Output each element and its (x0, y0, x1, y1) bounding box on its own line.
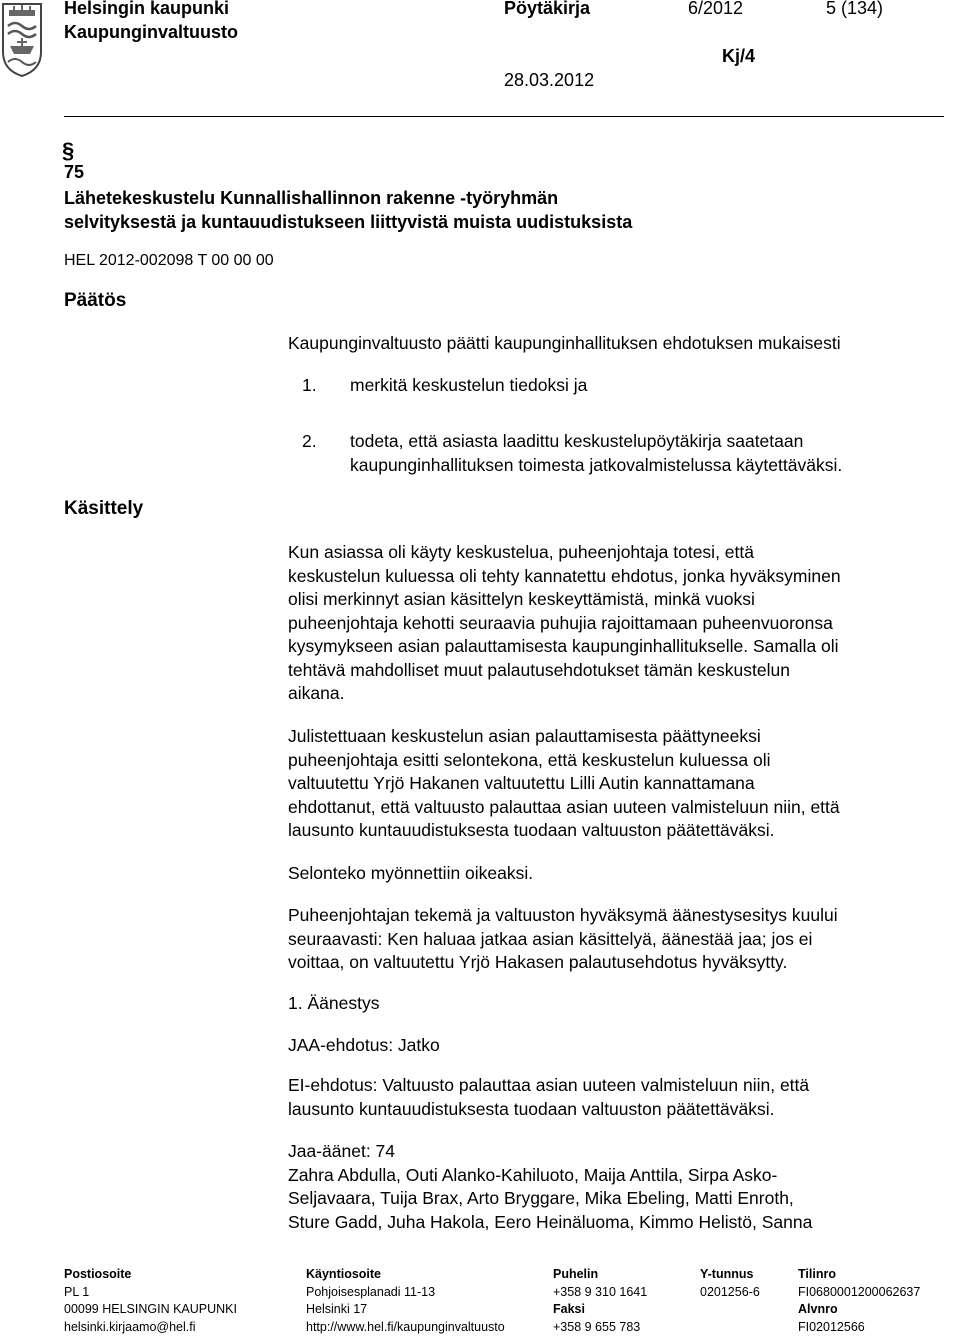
footer-visiting-line: Pohjoisesplanadi 11-13 (306, 1284, 505, 1302)
header-doc-type: Pöytäkirja (504, 0, 590, 19)
vote-heading (288, 992, 948, 1016)
text-line: Julistettuaan keskustelun asian palauttamisesta päättyneeksi (288, 725, 948, 749)
footer-phone-label: Puhelin (553, 1266, 647, 1284)
handling-paragraph-2 (288, 725, 948, 843)
footer-account-label: Tilinro (798, 1266, 920, 1284)
footer-phone (553, 1266, 647, 1336)
decision-item-1-num: 1. (302, 374, 317, 398)
yes-proposal (288, 1034, 948, 1058)
text-line: valtuutettu Yrjö Hakanen valtuutettu Lilli Autin kannattamana (288, 772, 948, 796)
text-line: voittaa, on valtuutettu Yrjö Hakasen palautusehdotus hyväksytty. (288, 951, 948, 975)
handling-paragraph-3 (288, 862, 948, 886)
handling-label: Käsittely (64, 498, 143, 520)
text-line: Seljavaara, Tuija Brax, Arto Bryggare, Mika Ebeling, Matti Enroth, (288, 1187, 948, 1211)
text-line: keskustelun kuluessa oli tehty kannatettu ehdotus, jonka hyväksyminen (288, 565, 948, 589)
footer-business-id (700, 1266, 760, 1301)
text-line: Puheenjohtajan tekemä ja valtuuston hyväksymä äänestysesitys kuului (288, 904, 948, 928)
footer-postal (64, 1266, 237, 1336)
text-line: lausunto kuntauudistuksesta tuodaan valtuuston päätettäväksi. (288, 819, 948, 843)
text-line: Selonteko myönnettiin oikeaksi. (288, 862, 948, 886)
footer-visiting-line: Helsinki 17 (306, 1301, 505, 1319)
text-line: seuraavasti: Ken haluaa jatkaa asian käsittelyä, äänestää jaa; jos ei (288, 928, 948, 952)
footer-website-link[interactable]: http://www.hel.fi/kaupunginvaltuusto (306, 1319, 505, 1336)
decision-item-1-text: merkitä keskustelun tiedoksi ja (350, 374, 587, 398)
section-mark: § (62, 138, 74, 164)
yes-votes (288, 1140, 948, 1234)
text-line: JAA-ehdotus: Jatko (288, 1034, 948, 1058)
header-rule (64, 116, 944, 117)
footer-postal-line: 00099 HELSINGIN KAUPUNKI (64, 1301, 237, 1319)
footer-account-value: FI0680001200062637 (798, 1284, 920, 1302)
decision-item-2-line1: todeta, että asiasta laadittu keskustelupöytäkirja saatetaan (350, 430, 803, 454)
item-ref: HEL 2012-002098 T 00 00 00 (64, 252, 274, 270)
footer-business-id-label: Y-tunnus (700, 1266, 760, 1284)
footer-vat-label: Alvnro (798, 1301, 920, 1319)
text-line: Jaa-äänet: 74 (288, 1140, 948, 1164)
footer-business-id-value: 0201256-6 (700, 1284, 760, 1302)
helsinki-crest-logo (0, 0, 44, 78)
text-line: Zahra Abdulla, Outi Alanko-Kahiluoto, Maija Anttila, Sirpa Asko- (288, 1164, 948, 1188)
header-number: 6/2012 (688, 0, 743, 19)
text-line: EI-ehdotus: Valtuusto palauttaa asian uuteen valmisteluun niin, että (288, 1074, 948, 1098)
item-title-line1: Lähetekeskustelu Kunnallishallinnon rakenne -työryhmän (64, 188, 558, 209)
header-code: Kj/4 (722, 46, 755, 67)
text-line: puheenjohtaja esitti selontekona, että keskustelun kuluessa oli (288, 749, 948, 773)
text-line: olisi merkinnyt asian käsittelyn keskeyttämistä, minkä vuoksi (288, 588, 948, 612)
decision-item-2-line2: kaupunginhallituksen toimesta jatkovalmistelussa käytettäväksi. (350, 454, 842, 478)
text-line: ehdottanut, että valtuusto palauttaa asian uuteen valmisteluun niin, että (288, 796, 948, 820)
decision-item-2-num: 2. (302, 430, 317, 454)
text-line: Kun asiassa oli käyty keskustelua, puheenjohtaja totesi, että (288, 541, 948, 565)
header-body: Kaupunginvaltuusto (64, 22, 238, 43)
footer-postal-label: Postiosoite (64, 1266, 237, 1284)
footer-account (798, 1266, 920, 1336)
footer-visiting-label: Käyntiosoite (306, 1266, 505, 1284)
footer-postal-line: PL 1 (64, 1284, 237, 1302)
text-line: puheenjohtaja kehotti seuraavia puhujia rajoittamaan puheenvuoronsa (288, 612, 948, 636)
handling-paragraph-1 (288, 541, 948, 706)
decision-intro: Kaupunginvaltuusto päätti kaupunginhallituksen ehdotuksen mukaisesti (288, 332, 841, 356)
text-line: 1. Äänestys (288, 992, 948, 1016)
text-line: aikana. (288, 682, 948, 706)
footer-phone-number: +358 9 310 1641 (553, 1284, 647, 1302)
item-title-line2: selvityksestä ja kuntauudistukseen liittyvistä muista uudistuksista (64, 212, 632, 233)
text-line: tehtävä mahdolliset muut palautusehdotukset tämän keskustelun (288, 659, 948, 683)
footer-email[interactable]: helsinki.kirjaamo@hel.fi (64, 1319, 237, 1336)
text-line: lausunto kuntauudistuksesta tuodaan valtuuston päätettäväksi. (288, 1098, 948, 1122)
header-org: Helsingin kaupunki (64, 0, 229, 19)
decision-label: Päätös (64, 290, 126, 312)
text-line: Sture Gadd, Juha Hakola, Eero Heinäluoma, Kimmo Helistö, Sanna (288, 1211, 948, 1235)
item-number: 75 (64, 162, 84, 183)
footer-visiting (306, 1266, 505, 1336)
header-date: 28.03.2012 (504, 70, 594, 91)
footer-vat-value: FI02012566 (798, 1319, 920, 1336)
footer-fax-number: +358 9 655 783 (553, 1319, 647, 1336)
header-page: 5 (134) (826, 0, 883, 19)
no-proposal (288, 1074, 948, 1121)
handling-paragraph-4 (288, 904, 948, 975)
footer-fax-label: Faksi (553, 1301, 647, 1319)
text-line: kysymykseen asian palauttamisesta kaupunginhallitukselle. Samalla oli (288, 635, 948, 659)
